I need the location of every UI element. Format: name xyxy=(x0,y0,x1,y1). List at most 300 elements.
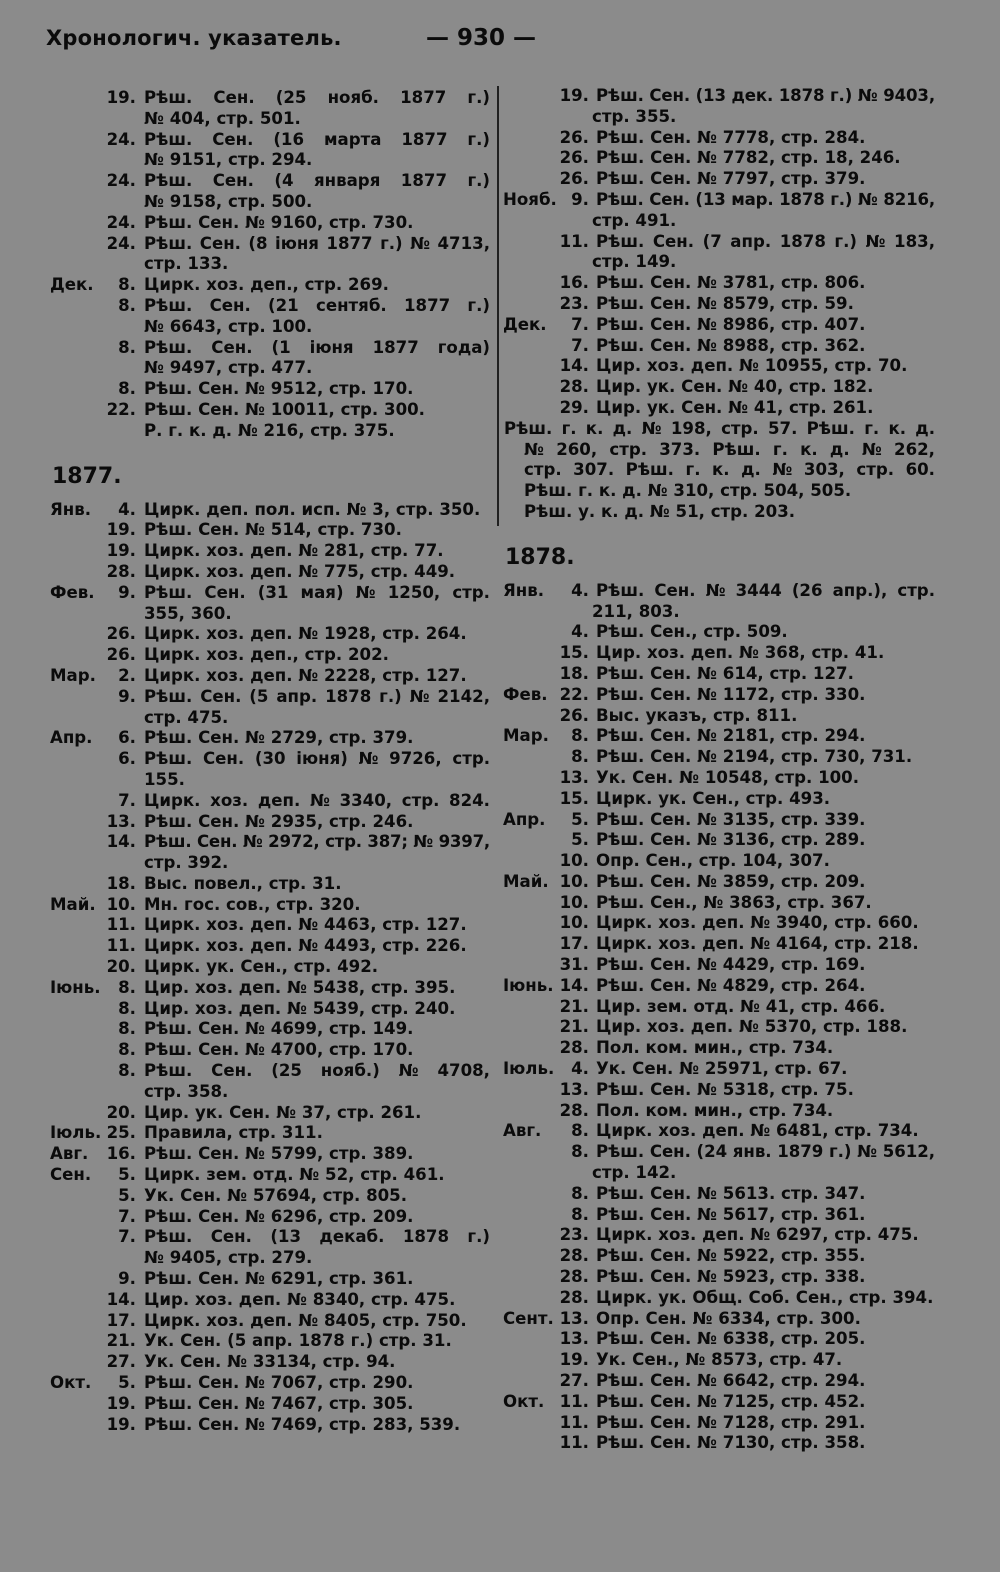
day-number: 20. xyxy=(106,1102,136,1122)
index-entry xyxy=(50,1373,498,1394)
entry-text: Рѣш. Сен. № 3781, стр. 806. xyxy=(596,273,866,293)
day-number: 25. xyxy=(106,1123,136,1143)
day-number: 8. xyxy=(571,747,589,767)
day-number: 5. xyxy=(571,830,589,850)
day-number: 8. xyxy=(571,726,589,746)
entry-text: стр. 358. xyxy=(144,1081,229,1101)
day-number: 14. xyxy=(106,1289,136,1309)
index-entry xyxy=(503,706,951,727)
index-entry xyxy=(503,955,951,976)
day-number: 8. xyxy=(118,977,136,997)
entry-text: Рѣш. Сен., стр. 509. xyxy=(596,622,788,642)
index-entry xyxy=(503,1080,951,1101)
day-number: 11. xyxy=(106,936,136,956)
day-number: 26. xyxy=(106,624,136,644)
entry-text: Рѣш. Сен. № 7467, стр. 305. xyxy=(144,1393,414,1413)
entry-text: № 9158, стр. 500. xyxy=(144,191,313,211)
entry-text: Рѣш. Сен. № 7778, стр. 284. xyxy=(596,127,866,147)
day-number: 7. xyxy=(118,790,136,810)
index-entry-continuation xyxy=(50,853,498,874)
index-entry xyxy=(503,1121,951,1142)
index-entry xyxy=(503,997,951,1018)
index-entry xyxy=(50,874,498,895)
day-number: 21. xyxy=(559,996,589,1016)
index-entry xyxy=(50,957,498,978)
entry-text: Рѣш. Сен. (31 мая) № 1250, стр. xyxy=(144,582,490,602)
month-label: Апр. xyxy=(50,728,93,748)
index-entry xyxy=(503,1184,951,1205)
entry-text: Цирк. хоз. деп. № 8405, стр. 750. xyxy=(144,1310,467,1330)
day-number: 13. xyxy=(106,811,136,831)
entry-text: стр. 355. xyxy=(592,106,677,126)
day-number: 24. xyxy=(106,212,136,232)
entry-text: Рѣш. Сен. № 2729, стр. 379. xyxy=(144,728,414,748)
index-entry xyxy=(50,1165,498,1186)
index-entry xyxy=(503,872,951,893)
entry-text: Рѣш. Сен. № 5613. стр. 347. xyxy=(596,1183,866,1203)
index-entry xyxy=(50,1394,498,1415)
index-entry xyxy=(503,768,951,789)
index-entry xyxy=(503,810,951,831)
entry-text: Рѣш. Сен. № 2972, стр. 387; № 9397, xyxy=(144,832,490,852)
entry-text: Рѣш. Сен. (21 сентяб. 1877 г.) xyxy=(144,295,490,315)
day-number: 19. xyxy=(559,1350,589,1370)
day-number: 8. xyxy=(571,1183,589,1203)
entry-text: Рѣш. Сен. (24 янв. 1879 г.) № 5612, xyxy=(596,1142,935,1162)
month-label: Авг. xyxy=(50,1144,89,1164)
index-entry xyxy=(50,213,498,234)
index-entry xyxy=(50,583,498,604)
running-header-title: Хронологич. указатель. xyxy=(46,26,342,50)
day-number: 11. xyxy=(559,1412,589,1432)
index-entry xyxy=(50,296,498,317)
month-label: Нояб. xyxy=(503,189,557,209)
entry-text: № 6643, стр. 100. xyxy=(144,316,313,336)
day-number: 28. xyxy=(559,1100,589,1120)
entry-text: Рѣш. Сен. № 10011, стр. 300. xyxy=(144,399,425,419)
entry-text: Цирк. хоз. деп. № 281, стр. 77. xyxy=(144,541,444,561)
entry-text: Цир. хоз. деп. № 8340, стр. 475. xyxy=(144,1289,456,1309)
day-number: 13. xyxy=(559,1308,589,1328)
entry-text: Рѣш. Сен. № 4429, стр. 169. xyxy=(596,955,866,975)
day-number: 11. xyxy=(106,915,136,935)
entry-text: Рѣш. Сен. № 2181, стр. 294. xyxy=(596,726,866,746)
index-entry xyxy=(50,999,498,1020)
index-entry xyxy=(503,893,951,914)
entry-text: Пол. ком. мин., стр. 734. xyxy=(596,1038,834,1058)
entry-text: Рѣш. Сен. № 7125, стр. 452. xyxy=(596,1391,866,1411)
index-entry xyxy=(503,976,951,997)
month-label: Окт. xyxy=(50,1373,92,1393)
index-entry xyxy=(50,1040,498,1061)
day-number: 27. xyxy=(559,1371,589,1391)
entry-text: Рѣш. Сен. № 3444 (26 апр.), стр. xyxy=(596,580,935,600)
index-entry-continuation xyxy=(50,604,498,625)
entry-text: Рѣш. Сен. № 8579, стр. 59. xyxy=(596,293,854,313)
day-number: 6. xyxy=(118,749,136,769)
year-heading-text: 1877. xyxy=(52,463,122,489)
index-entry xyxy=(503,1246,951,1267)
day-number: 8. xyxy=(571,1142,589,1162)
month-label: Іюль. xyxy=(50,1123,102,1143)
entry-text: Рѣш. Сен. № 9160, стр. 730. xyxy=(144,212,414,232)
day-number: 19. xyxy=(106,541,136,561)
index-entry-continuation xyxy=(503,440,951,461)
entry-text: Цирк. хоз. деп. № 4493, стр. 226. xyxy=(144,936,467,956)
entry-text: Рѣш. Сен. (13 мар. 1878 г.) № 8216, xyxy=(596,189,936,209)
index-entry xyxy=(503,377,951,398)
index-entry-continuation xyxy=(503,252,951,273)
index-entry-continuation xyxy=(503,502,951,523)
entry-text: Цирк. хоз. деп. № 3340, стр. 824. xyxy=(144,790,490,810)
day-number: 28. xyxy=(559,1267,589,1287)
entry-text: Цирк. деп. пол. исп. № 3, стр. 350. xyxy=(144,499,481,519)
day-number: 24. xyxy=(106,129,136,149)
day-number: 10. xyxy=(559,892,589,912)
entry-text: Рѣш. Сен. (4 января 1877 г.) xyxy=(144,171,490,191)
day-number: 13. xyxy=(559,767,589,787)
index-entry xyxy=(50,915,498,936)
index-entry xyxy=(503,913,951,934)
day-number: 13. xyxy=(559,1329,589,1349)
index-entry xyxy=(50,562,498,583)
month-label: Іюнь. xyxy=(503,975,554,995)
month-label: Май. xyxy=(50,894,96,914)
index-entry-continuation xyxy=(50,192,498,213)
entry-text: Рѣш. Сен. № 8986, стр. 407. xyxy=(596,314,866,334)
day-number: 14. xyxy=(559,975,589,995)
entry-text: Цирк. хоз. деп. № 4463, стр. 127. xyxy=(144,915,467,935)
index-entry xyxy=(50,812,498,833)
day-number: 8. xyxy=(118,275,136,295)
index-entry xyxy=(503,1288,951,1309)
day-number: 21. xyxy=(559,1017,589,1037)
entry-text: Рѣш. Сен. № 6291, стр. 361. xyxy=(144,1269,414,1289)
index-entry xyxy=(503,273,951,294)
entry-text: Ук. Сен. (5 апр. 1878 г.) стр. 31. xyxy=(144,1331,452,1351)
day-number: 19. xyxy=(106,88,136,107)
entry-text: № 9497, стр. 477. xyxy=(144,358,313,378)
day-number: 11. xyxy=(559,1433,589,1453)
entry-text: Рѣш. Сен. № 5922, стр. 355. xyxy=(596,1246,866,1266)
entry-text: Рѣш. у. к. д. № 51, стр. 203. xyxy=(524,501,796,521)
entry-text: Рѣш. Сен. (25 нояб.) № 4708, xyxy=(144,1061,490,1081)
entry-text: Рѣш. Сен. № 3135, стр. 339. xyxy=(596,809,866,829)
entry-text: Ук. Сен., № 8573, стр. 47. xyxy=(596,1350,843,1370)
day-number: 5. xyxy=(118,1373,136,1393)
entry-text: стр. 491. xyxy=(592,210,677,230)
day-number: 29. xyxy=(559,397,589,417)
index-entry xyxy=(503,148,951,169)
entry-text: Цир. хоз. деп. № 5438, стр. 395. xyxy=(144,977,456,997)
entry-text: Р. г. к. д. № 216, стр. 375. xyxy=(144,420,395,440)
entry-text: Цирк. хоз. деп. № 2228, стр. 127. xyxy=(144,665,467,685)
entry-text: Цирк. хоз. деп. № 4164, стр. 218. xyxy=(596,934,919,954)
index-entry xyxy=(50,1331,498,1352)
index-entry-continuation xyxy=(503,211,951,232)
index-entry xyxy=(50,1290,498,1311)
month-label: Окт. xyxy=(503,1391,545,1411)
index-entry xyxy=(50,379,498,400)
day-number: 4. xyxy=(571,622,589,642)
left-column xyxy=(50,88,498,1435)
day-number: 26. xyxy=(559,127,589,147)
day-number: 19. xyxy=(106,1393,136,1413)
day-number: 26. xyxy=(559,705,589,725)
index-entry xyxy=(503,934,951,955)
entry-text: Рѣш. Сен. № 7469, стр. 283, 539. xyxy=(144,1414,461,1434)
entry-text: Рѣш. Сен. № 4700, стр. 170. xyxy=(144,1040,414,1060)
entry-text: Рѣш. Сен. № 6338, стр. 205. xyxy=(596,1329,866,1349)
index-entry-continuation xyxy=(503,1163,951,1184)
index-entry-continuation xyxy=(50,770,498,791)
entry-text: Рѣш. Сен. № 7128, стр. 291. xyxy=(596,1412,866,1432)
day-number: 8. xyxy=(118,998,136,1018)
index-entry xyxy=(503,1038,951,1059)
day-number: 28. xyxy=(559,1246,589,1266)
entry-text: Ук. Сен. № 57694, стр. 805. xyxy=(144,1185,408,1205)
entry-text: Цир. хоз. деп. № 5370, стр. 188. xyxy=(596,1017,908,1037)
page-number: — 930 — xyxy=(426,25,537,51)
index-entry xyxy=(50,1269,498,1290)
index-entry-continuation xyxy=(50,1248,498,1269)
index-entry xyxy=(50,1415,498,1436)
entry-text: Рѣш. Сен. № 5318, стр. 75. xyxy=(596,1079,854,1099)
index-entry-continuation xyxy=(50,109,498,130)
entry-text: Рѣш. Сен. № 4699, стр. 149. xyxy=(144,1019,414,1039)
day-number: 28. xyxy=(559,1287,589,1307)
day-number: 7. xyxy=(571,314,589,334)
entry-text: Рѣш. Сен. № 5923, стр. 338. xyxy=(596,1267,866,1287)
entry-text: Рѣш. Сен. (7 апр. 1878 г.) № 183, xyxy=(596,231,935,251)
entry-text: Рѣш. Сен. (30 іюня) № 9726, стр. xyxy=(144,749,490,769)
index-entry xyxy=(503,830,951,851)
day-number: 14. xyxy=(559,356,589,376)
entry-text: Рѣш. Сен. № 6296, стр. 209. xyxy=(144,1206,414,1226)
index-entry xyxy=(503,1392,951,1413)
day-number: 5. xyxy=(571,809,589,829)
month-label: Янв. xyxy=(50,499,92,519)
index-entry-continuation xyxy=(503,107,951,128)
index-entry xyxy=(50,88,498,109)
day-number: 31. xyxy=(559,955,589,975)
day-number: 15. xyxy=(559,643,589,663)
day-number: 26. xyxy=(106,645,136,665)
index-entry-continuation xyxy=(503,481,951,502)
entry-text: № 9151, стр. 294. xyxy=(144,150,313,170)
day-number: 4. xyxy=(571,1059,589,1079)
index-entry xyxy=(503,86,951,107)
entry-text: Рѣш. Сен. № 3859, стр. 209. xyxy=(596,871,866,891)
entry-text: стр. 307. Рѣш. г. к. д. № 303, стр. 60. xyxy=(524,460,935,480)
day-number: 19. xyxy=(106,520,136,540)
day-number: 15. xyxy=(559,788,589,808)
month-label: Май. xyxy=(503,871,549,891)
index-entry xyxy=(503,1142,951,1163)
entry-text: Рѣш. Сен. (5 апр. 1878 г.) № 2142, xyxy=(144,686,490,706)
day-number: 13. xyxy=(559,1079,589,1099)
entry-text: Рѣш. Сен. (25 нояб. 1877 г.) xyxy=(144,88,490,107)
entry-text: Цирк. хоз. деп., стр. 269. xyxy=(144,275,389,295)
entry-text: Цир. зем. отд. № 41, стр. 466. xyxy=(596,996,886,1016)
index-entry xyxy=(503,622,951,643)
index-entry xyxy=(503,851,951,872)
day-number: 8. xyxy=(118,1019,136,1039)
index-entry xyxy=(50,400,498,421)
entry-text: Цирк. ук. Сен., стр. 493. xyxy=(596,788,831,808)
day-number: 10. xyxy=(559,913,589,933)
entry-text: Цирк. ук. Сен., стр. 492. xyxy=(144,957,379,977)
index-entry xyxy=(503,232,951,253)
index-entry xyxy=(503,1413,951,1434)
entry-text: Рѣш. Сен. № 7797, стр. 379. xyxy=(596,169,866,189)
month-label: Іюль. xyxy=(503,1059,555,1079)
entry-text: Рѣш. Сен. (13 дек. 1878 г.) № 9403, xyxy=(596,86,935,105)
day-number: 9. xyxy=(118,1269,136,1289)
entry-text: Рѣш. Сен. № 514, стр. 730. xyxy=(144,520,402,540)
entry-text: Ук. Сен. № 10548, стр. 100. xyxy=(596,767,860,787)
entry-text: 211, 803. xyxy=(592,601,680,621)
entry-text: № 9405, стр. 279. xyxy=(144,1248,313,1268)
day-number: 7. xyxy=(118,1227,136,1247)
index-entry xyxy=(503,581,951,602)
entry-text: Рѣш. Сен. № 614, стр. 127. xyxy=(596,663,854,683)
entry-text: Цирк. хоз. деп. № 1928, стр. 264. xyxy=(144,624,467,644)
entry-text: Рѣш. Сен. № 4829, стр. 264. xyxy=(596,975,866,995)
index-entry-continuation xyxy=(50,1082,498,1103)
index-entry xyxy=(503,356,951,377)
index-entry xyxy=(503,1329,951,1350)
entry-text: Цирк. хоз. деп. № 6297, стр. 475. xyxy=(596,1225,919,1245)
day-number: 5. xyxy=(118,1165,136,1185)
entry-text: Цирк. хоз. деп. № 6481, стр. 734. xyxy=(596,1121,919,1141)
entry-text: № 260, стр. 373. Рѣш. г. к. д. № 262, xyxy=(524,439,935,459)
day-number: 7. xyxy=(118,1206,136,1226)
index-entry-continuation xyxy=(50,254,498,275)
entry-text: Цир. ук. Сен. № 40, стр. 182. xyxy=(596,377,874,397)
entry-text: Рѣш. Сен. № 2194, стр. 730, 731. xyxy=(596,747,913,767)
entry-text: Выс. повел., стр. 31. xyxy=(144,873,342,893)
entry-text: Выс. указъ, стр. 811. xyxy=(596,705,798,725)
entry-text: Опр. Сен., стр. 104, 307. xyxy=(596,851,830,871)
day-number: 2. xyxy=(118,665,136,685)
day-number: 19. xyxy=(106,1414,136,1434)
index-entry xyxy=(50,541,498,562)
entry-text: 355, 360. xyxy=(144,603,232,623)
day-number: 9. xyxy=(118,686,136,706)
month-label: Іюнь. xyxy=(50,977,101,997)
entry-text: стр. 392. xyxy=(144,853,229,873)
index-entry xyxy=(50,1144,498,1165)
index-entry xyxy=(503,190,951,211)
entry-text: Рѣш. Сен. № 8988, стр. 362. xyxy=(596,335,866,355)
index-entry xyxy=(50,749,498,770)
entry-text: Рѣш. Сен. (8 іюня 1877 г.) № 4713, xyxy=(144,233,490,253)
entry-text: Рѣш. г. к. д. № 198, стр. 57. Рѣш. г. к. д. xyxy=(504,418,935,438)
entry-text: стр. 149. xyxy=(592,252,677,272)
day-number: 21. xyxy=(106,1331,136,1351)
day-number: 10. xyxy=(106,894,136,914)
entry-text: Цир. ук. Сен. № 41, стр. 261. xyxy=(596,397,874,417)
index-entry xyxy=(50,1207,498,1228)
entry-text: Цир. ук. Сен. № 37, стр. 261. xyxy=(144,1102,422,1122)
index-entry xyxy=(50,666,498,687)
day-number: 9. xyxy=(571,189,589,209)
entry-text: Пол. ком. мин., стр. 734. xyxy=(596,1100,834,1120)
index-entry xyxy=(503,128,951,149)
entry-text: 155. xyxy=(144,769,185,789)
month-label: Дек. xyxy=(50,275,94,295)
index-entry xyxy=(50,1186,498,1207)
entry-text: Правила, стр. 311. xyxy=(144,1123,323,1143)
entry-text: Цир. хоз. деп. № 10955, стр. 70. xyxy=(596,356,908,376)
day-number: 23. xyxy=(559,1225,589,1245)
month-label: Фев. xyxy=(503,684,548,704)
entry-text: Опр. Сен. № 6334, стр. 300. xyxy=(596,1308,861,1328)
day-number: 23. xyxy=(559,293,589,313)
year-heading-text: 1878. xyxy=(505,544,575,570)
day-number: 17. xyxy=(106,1310,136,1330)
day-number: 10. xyxy=(559,851,589,871)
day-number: 28. xyxy=(106,561,136,581)
entry-text: Рѣш. Сен. № 9512, стр. 170. xyxy=(144,379,414,399)
day-number: 8. xyxy=(571,1204,589,1224)
day-number: 8. xyxy=(118,1040,136,1060)
index-entry xyxy=(503,643,951,664)
day-number: 16. xyxy=(559,273,589,293)
month-label: Сен. xyxy=(50,1165,92,1185)
index-entry-continuation xyxy=(50,421,498,442)
index-entry xyxy=(503,1433,951,1454)
index-entry xyxy=(50,791,498,812)
index-entry xyxy=(503,664,951,685)
index-entry xyxy=(50,275,498,296)
day-number: 16. xyxy=(106,1144,136,1164)
index-entry xyxy=(503,169,951,190)
index-entry xyxy=(503,336,951,357)
day-number: 18. xyxy=(559,663,589,683)
entry-text: Рѣш. Сен. (13 декаб. 1878 г.) xyxy=(144,1227,490,1247)
entry-text: Цир. хоз. деп. № 368, стр. 41. xyxy=(596,643,885,663)
day-number: 18. xyxy=(106,873,136,893)
entry-text: Рѣш. Сен. № 1172, стр. 330. xyxy=(596,684,866,704)
entry-text: стр. 133. xyxy=(144,254,229,274)
index-entry xyxy=(503,1101,951,1122)
index-entry-continuation xyxy=(503,419,951,440)
index-entry xyxy=(50,978,498,999)
year-heading xyxy=(503,523,951,581)
entry-text: Рѣш. Сен., № 3863, стр. 367. xyxy=(596,892,872,912)
month-label: Фев. xyxy=(50,582,95,602)
entry-text: Рѣш. г. к. д. № 310, стр. 504, 505. xyxy=(524,481,852,501)
index-entry-continuation xyxy=(50,317,498,338)
day-number: 22. xyxy=(559,684,589,704)
day-number: 8. xyxy=(118,295,136,315)
index-entry xyxy=(50,895,498,916)
index-entry-continuation xyxy=(503,460,951,481)
day-number: 4. xyxy=(118,499,136,519)
index-entry xyxy=(50,1103,498,1124)
day-number: 4. xyxy=(571,580,589,600)
day-number: 24. xyxy=(106,171,136,191)
day-number: 9. xyxy=(118,582,136,602)
day-number: 8. xyxy=(571,1121,589,1141)
index-entry xyxy=(50,936,498,957)
entry-text: Рѣш. Сен. № 6642, стр. 294. xyxy=(596,1371,866,1391)
month-label: Мар. xyxy=(503,726,549,746)
index-entry xyxy=(50,234,498,255)
day-number: 8. xyxy=(118,379,136,399)
